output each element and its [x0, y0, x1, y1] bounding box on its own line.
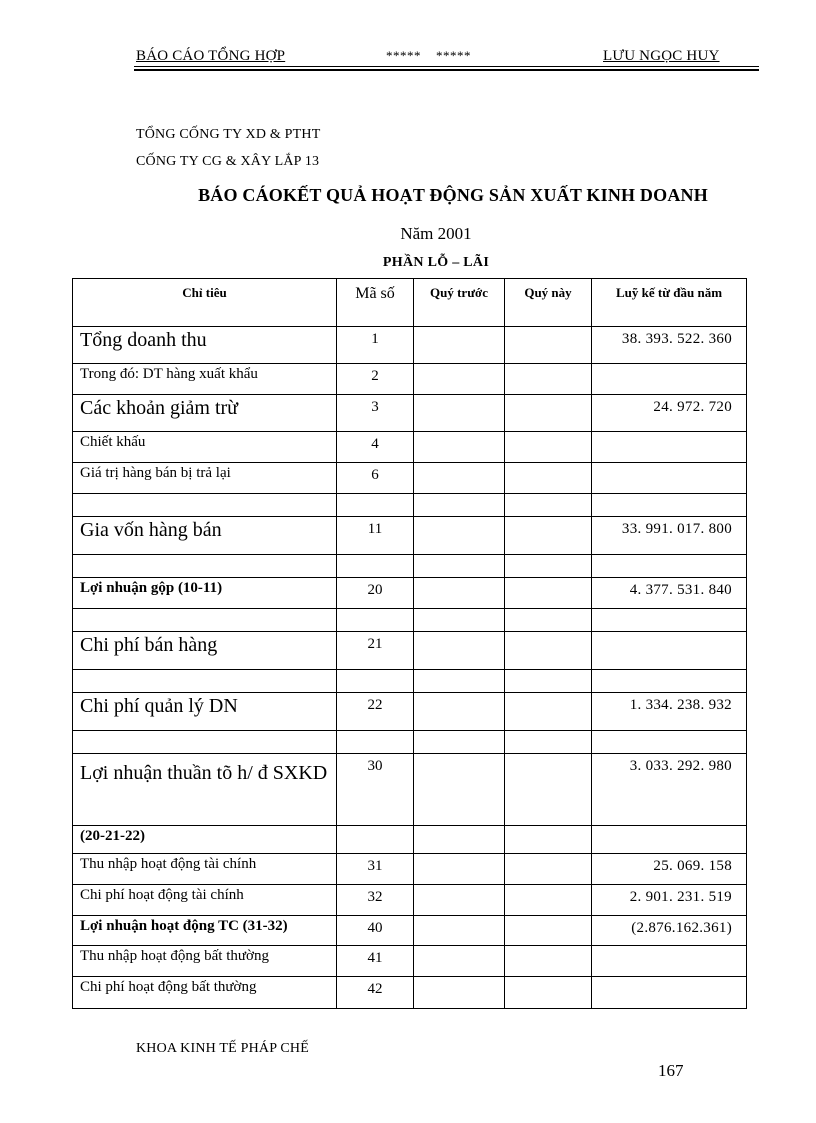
row-label: Chi phí quản lý DN — [73, 693, 337, 731]
row-curr — [505, 754, 592, 826]
row-prev — [414, 977, 505, 1009]
row-curr — [505, 946, 592, 977]
table-row — [73, 395, 747, 432]
row-label: Trong đó: DT hàng xuất khẩu — [73, 364, 337, 395]
row-prev — [414, 395, 505, 432]
table-row — [73, 916, 747, 946]
row-prev — [414, 916, 505, 946]
row-label: (20-21-22) — [73, 826, 337, 854]
row-ytd — [592, 670, 747, 693]
row-ytd: 38. 393. 522. 360 — [592, 327, 747, 364]
header-rule-thin — [134, 66, 759, 67]
row-prev — [414, 463, 505, 494]
row-code — [337, 731, 414, 754]
row-curr — [505, 517, 592, 555]
row-code — [337, 494, 414, 517]
report-table — [72, 278, 747, 1009]
header-rule-thick — [134, 69, 759, 71]
row-label: Lợi nhuận thuần tõ h/ đ SXKD — [73, 754, 337, 826]
row-code: 3 — [337, 395, 414, 432]
row-ytd — [592, 494, 747, 517]
row-ytd — [592, 731, 747, 754]
table-row — [73, 977, 747, 1009]
section-title: PHẦN LỖ – LÃI — [382, 255, 490, 270]
row-ytd: 33. 991. 017. 800 — [592, 517, 747, 555]
row-code: 22 — [337, 693, 414, 731]
row-prev — [414, 731, 505, 754]
row-label: Các khoản giảm trừ — [73, 395, 337, 432]
header-right: LƯU NGỌC HUY — [603, 48, 720, 64]
row-code: 32 — [337, 885, 414, 916]
row-ytd: 4. 377. 531. 840 — [592, 578, 747, 609]
row-label: Gia vốn hàng bán — [73, 517, 337, 555]
table-row — [73, 364, 747, 395]
row-code: 11 — [337, 517, 414, 555]
row-ytd — [592, 463, 747, 494]
row-label: Thu nhập hoạt động bất thường — [73, 946, 337, 977]
row-curr — [505, 826, 592, 854]
row-ytd — [592, 977, 747, 1009]
row-code: 31 — [337, 854, 414, 885]
row-code: 20 — [337, 578, 414, 609]
row-curr — [505, 609, 592, 632]
row-code: 21 — [337, 632, 414, 670]
row-label — [73, 609, 337, 632]
row-code: 2 — [337, 364, 414, 395]
header-left: BÁO CÁO TỔNG HỢP — [136, 48, 286, 64]
header-code: Mã số — [337, 279, 414, 327]
row-curr — [505, 977, 592, 1009]
row-label: Lợi nhuận hoạt động TC (31-32) — [73, 916, 337, 946]
row-curr — [505, 670, 592, 693]
row-curr — [505, 327, 592, 364]
row-prev — [414, 494, 505, 517]
row-label — [73, 731, 337, 754]
row-label: Chi phí bán hàng — [73, 632, 337, 670]
table-row-empty — [73, 670, 747, 693]
row-ytd — [592, 555, 747, 578]
organization-line-1: TỔNG CỐNG TY XD & PTHT — [136, 127, 321, 142]
row-ytd: 3. 033. 292. 980 — [592, 754, 747, 826]
row-prev — [414, 826, 505, 854]
row-ytd: (2.876.162.361) — [592, 916, 747, 946]
row-label: Chi phí hoạt động bất thường — [73, 977, 337, 1009]
row-curr — [505, 555, 592, 578]
row-label — [73, 670, 337, 693]
table-row-empty — [73, 609, 747, 632]
table-row — [73, 632, 747, 670]
row-label: Chi phí hoạt động tài chính — [73, 885, 337, 916]
row-curr — [505, 632, 592, 670]
row-label — [73, 494, 337, 517]
row-prev — [414, 693, 505, 731]
row-code: 41 — [337, 946, 414, 977]
row-code: 40 — [337, 916, 414, 946]
row-ytd: 1. 334. 238. 932 — [592, 693, 747, 731]
row-curr — [505, 578, 592, 609]
table-row — [73, 463, 747, 494]
row-code: 42 — [337, 977, 414, 1009]
row-curr — [505, 432, 592, 463]
row-curr — [505, 463, 592, 494]
row-curr — [505, 693, 592, 731]
table-row — [73, 327, 747, 364]
row-code: 1 — [337, 327, 414, 364]
table-row — [73, 693, 747, 731]
row-ytd — [592, 609, 747, 632]
row-code: 6 — [337, 463, 414, 494]
row-ytd — [592, 946, 747, 977]
row-code — [337, 826, 414, 854]
row-prev — [414, 517, 505, 555]
table-row — [73, 854, 747, 885]
row-ytd: 25. 069. 158 — [592, 854, 747, 885]
row-label — [73, 555, 337, 578]
header-year-to-date: Luỹ kế từ đầu năm — [592, 279, 747, 327]
row-prev — [414, 609, 505, 632]
report-title: BÁO CÁOKẾT QUẢ HOẠT ĐỘNG SẢN XUẤT KINH DOANH — [198, 185, 708, 205]
table-row — [73, 578, 747, 609]
row-curr — [505, 494, 592, 517]
row-prev — [414, 555, 505, 578]
row-label: Tổng doanh thu — [73, 327, 337, 364]
table-row-empty — [73, 494, 747, 517]
row-curr — [505, 885, 592, 916]
row-prev — [414, 327, 505, 364]
row-code: 4 — [337, 432, 414, 463]
row-prev — [414, 364, 505, 395]
row-ytd: 2. 901. 231. 519 — [592, 885, 747, 916]
row-curr — [505, 916, 592, 946]
row-curr — [505, 731, 592, 754]
table-row — [73, 885, 747, 916]
footer-department: KHOA KINH TẾ PHÁP CHẾ — [136, 1041, 309, 1056]
row-code — [337, 609, 414, 632]
table-row-empty — [73, 731, 747, 754]
table-row — [73, 754, 747, 826]
row-prev — [414, 754, 505, 826]
row-curr — [505, 364, 592, 395]
row-prev — [414, 632, 505, 670]
row-ytd — [592, 632, 747, 670]
row-label: Chiết khấu — [73, 432, 337, 463]
row-prev — [414, 432, 505, 463]
row-ytd — [592, 432, 747, 463]
organization-line-2: CỐNG TY CG & XÂY LẮP 13 — [136, 154, 320, 169]
table-row-empty — [73, 555, 747, 578]
row-ytd — [592, 826, 747, 854]
row-curr — [505, 854, 592, 885]
table-row — [73, 517, 747, 555]
header-previous-quarter: Quý trước — [414, 279, 505, 327]
row-ytd — [592, 364, 747, 395]
row-label: Lợi nhuận gộp (10-11) — [73, 578, 337, 609]
row-curr — [505, 395, 592, 432]
row-code: 30 — [337, 754, 414, 826]
page-number: 167 — [658, 1061, 684, 1080]
row-prev — [414, 578, 505, 609]
row-prev — [414, 885, 505, 916]
report-year: Năm 2001 — [400, 224, 472, 243]
table-header-row — [73, 279, 747, 327]
table-row — [73, 432, 747, 463]
row-prev — [414, 670, 505, 693]
header-stars: ***** ***** — [386, 48, 471, 63]
row-prev — [414, 946, 505, 977]
table-row — [73, 826, 747, 854]
row-label: Thu nhập hoạt động tài chính — [73, 854, 337, 885]
header-this-quarter: Quý này — [505, 279, 592, 327]
row-code — [337, 670, 414, 693]
row-code — [337, 555, 414, 578]
table-row — [73, 946, 747, 977]
row-ytd: 24. 972. 720 — [592, 395, 747, 432]
row-label: Giá trị hàng bán bị trả lại — [73, 463, 337, 494]
header-indicator: Chỉ tiêu — [73, 279, 337, 327]
row-prev — [414, 854, 505, 885]
